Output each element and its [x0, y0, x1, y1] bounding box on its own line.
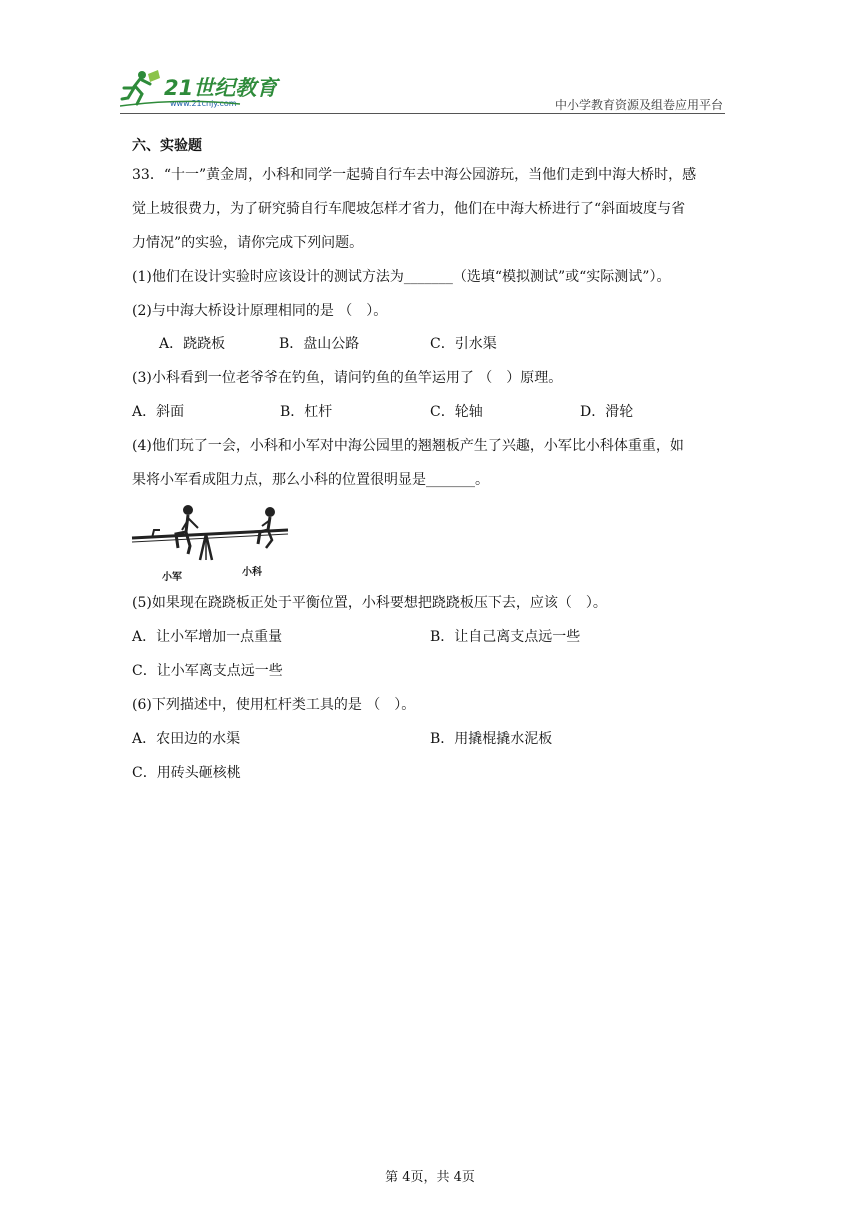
option-3d: D．滑轮 [580, 404, 634, 420]
option-3c: C．轮轴 [430, 404, 483, 420]
option-2c: C．引水渠 [430, 336, 497, 352]
runner-icon [122, 70, 160, 104]
header-rule [120, 113, 725, 114]
logo-text: 21世纪教育 [164, 76, 278, 100]
option-6c: C．用砖头砸核桃 [132, 765, 241, 781]
option-6b: B．用撬棍撬水泥板 [430, 731, 553, 747]
sub-question-6: (6)下列描述中，使用杠杆类工具的是 （ ）。 [132, 697, 416, 713]
logo-url: www.21cnjy.com [170, 99, 237, 108]
sub-question-1: (1)他们在设计实验时应该设计的测试方法为_______（选填“模拟测试”或“实际测试”）。 [132, 269, 671, 285]
option-3a: A．斜面 [132, 404, 185, 420]
seesaw-figure [130, 500, 295, 582]
figure-label-xiaojun: 小军 [162, 572, 182, 583]
option-5b: B．让自己离支点远一些 [430, 629, 581, 645]
sub-question-4-line: (4)他们玩了一会，小科和小军对中海公园里的翘翘板产生了兴趣，小军比小科体重重，如 [132, 438, 684, 454]
page-header [120, 62, 725, 114]
logo [120, 68, 295, 108]
option-5c: C．让小军离支点远一些 [132, 663, 283, 679]
question-stem-line: 力情况”的实验，请你完成下列问题。 [132, 235, 364, 251]
platform-name: 中小学教育资源及组卷应用平台 [554, 98, 723, 112]
question-stem-line: 觉上坡很费力，为了研究骑自行车爬坡怎样才省力，他们在中海大桥进行了“斜面坡度与省 [132, 201, 686, 217]
option-6a: A．农田边的水渠 [132, 731, 241, 747]
section-title: 六、实验题 [132, 138, 202, 154]
option-2b: B．盘山公路 [279, 336, 360, 352]
sub-question-5: (5)如果现在跷跷板正处于平衡位置，小科要想把跷跷板压下去，应该（ ）。 [132, 595, 607, 611]
sub-question-2: (2)与中海大桥设计原理相同的是 （ ）。 [132, 303, 388, 319]
option-2a: A．跷跷板 [159, 336, 226, 352]
page-footer: 第 4页，共 4页 [385, 1170, 475, 1185]
option-3b: B．杠杆 [280, 404, 333, 420]
option-5a: A．让小军增加一点重量 [132, 629, 283, 645]
figure-label-xiaoke: 小科 [242, 567, 262, 578]
sub-question-3: (3)小科看到一位老爷爷在钓鱼，请问钓鱼的鱼竿运用了 （ ）原理。 [132, 370, 563, 386]
question-stem-line: 33．“十一”黄金周，小科和同学一起骑自行车去中海公园游玩，当他们走到中海大桥时，感 [132, 167, 697, 183]
seesaw-illustration [130, 500, 295, 582]
sub-question-4-line: 果将小军看成阻力点，那么小科的位置很明显是_______。 [132, 472, 489, 488]
